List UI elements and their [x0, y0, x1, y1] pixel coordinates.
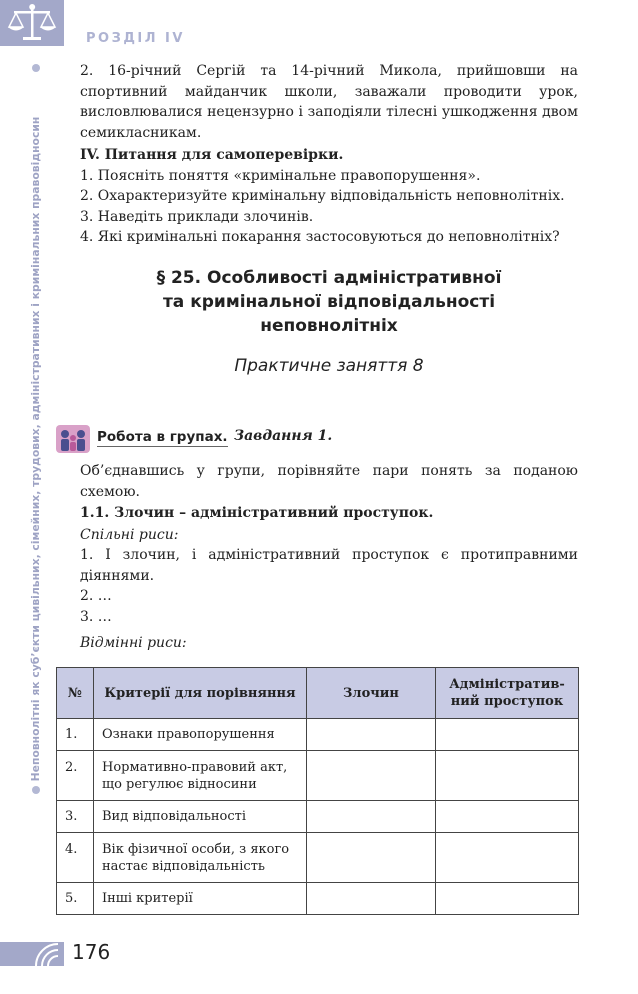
row-criterion: Нормативно-правовий акт, що регулює відносини — [94, 751, 307, 801]
row-crime-cell — [307, 719, 436, 751]
row-number: 2. — [57, 751, 94, 801]
diff-label: Відмінні риси: — [80, 635, 187, 651]
task-label: Завдання 1. — [234, 428, 333, 444]
table-row — [57, 719, 579, 751]
chapter-badge — [0, 0, 64, 46]
row-number: 3. — [57, 801, 94, 833]
selfcheck-q1: 1. Поясніть поняття «кримінальне правопорушення». — [80, 167, 481, 184]
table-row — [57, 751, 579, 801]
col-crime-header: Злочин — [307, 668, 436, 719]
row-crime-cell — [307, 883, 436, 915]
col-number-header: № — [57, 668, 94, 719]
paragraph-title-line2: та кримінальної відповідальності — [162, 291, 496, 312]
practical-title: Практичне заняття 8 — [234, 355, 424, 376]
row-number: 5. — [57, 883, 94, 915]
row-criterion: Вік фізичної особи, з якого настає відповідальність — [94, 833, 307, 883]
group-work-icon — [56, 425, 90, 453]
row-criterion: Вид відповідальності — [94, 801, 307, 833]
paragraph-title-line3: неповнолітніх — [260, 315, 398, 336]
row-crime-cell — [307, 801, 436, 833]
pair-title: 1.1. Злочин – адміністративний проступок. — [80, 505, 434, 521]
selfcheck-q4: 4. Які кримінальні покарання застосовуються до неповнолітніх? — [80, 229, 560, 245]
col-criteria-header: Критерії для порівняння — [94, 668, 307, 719]
paragraph-title — [80, 266, 578, 338]
row-criterion: Інші критерії — [94, 883, 307, 915]
comparison-table — [56, 667, 579, 915]
paragraph-title-line1: § 25. Особливості адміністративної — [156, 267, 502, 288]
table-row — [57, 883, 579, 915]
common-item-2: 2. … — [80, 588, 112, 604]
scales-of-justice-icon — [6, 3, 58, 43]
col-offense-header: Адміністратив-ний проступок — [436, 668, 579, 719]
group-work-row — [56, 425, 576, 453]
row-criterion: Ознаки правопорушення — [94, 719, 307, 751]
common-item-1: 1. І злочин, і адміністративний проступок є протиправними діяннями. — [80, 547, 578, 584]
common-label: Спільні риси: — [80, 526, 179, 543]
task-intro: Об’єднавшись у групи, порівняйте пари понять за поданою схемою. — [80, 463, 578, 500]
row-offense-cell — [436, 801, 579, 833]
common-item-3: 3. … — [80, 608, 112, 625]
side-running-text: Неповнолітні як суб’єкти цивільних, сімейних, трудових, адміністративних і кримінальних правовідносин — [29, 116, 42, 782]
row-crime-cell — [307, 833, 436, 883]
row-number: 1. — [57, 719, 94, 751]
selfcheck-q2: 2. Охарактеризуйте кримінальну відповідальність неповнолітніх. — [80, 188, 565, 204]
row-crime-cell — [307, 751, 436, 801]
row-offense-cell — [436, 751, 579, 801]
table-header-row — [57, 668, 579, 719]
bullet-dot-top — [32, 64, 40, 72]
row-offense-cell — [436, 883, 579, 915]
table-row — [57, 833, 579, 883]
selfcheck-q3: 3. Наведіть приклади злочинів. — [80, 208, 314, 225]
row-number: 4. — [57, 833, 94, 883]
case-2-text: 2. 16-річний Сергій та 14-річний Микола, прийшовши на спортивний майданчик школи, заважали проводити урок, висловлювалися нецензурно і заподіяли тілесні ушкодження двом семикласникам. — [80, 63, 578, 141]
table-row — [57, 801, 579, 833]
side-running-title — [0, 56, 46, 796]
bullet-dot-bottom — [32, 786, 40, 794]
main-content — [80, 61, 578, 378]
row-offense-cell — [436, 833, 579, 883]
arc-lines-icon — [34, 942, 64, 966]
footer-decoration — [0, 942, 64, 966]
page-number: 176 — [72, 940, 111, 964]
task-content — [80, 461, 578, 654]
row-offense-cell — [436, 719, 579, 751]
group-work-label: Робота в групах. — [97, 429, 228, 445]
selfcheck-title: IV. Питання для самоперевірки. — [80, 147, 344, 163]
section-label: РОЗДІЛ IV — [86, 31, 185, 46]
